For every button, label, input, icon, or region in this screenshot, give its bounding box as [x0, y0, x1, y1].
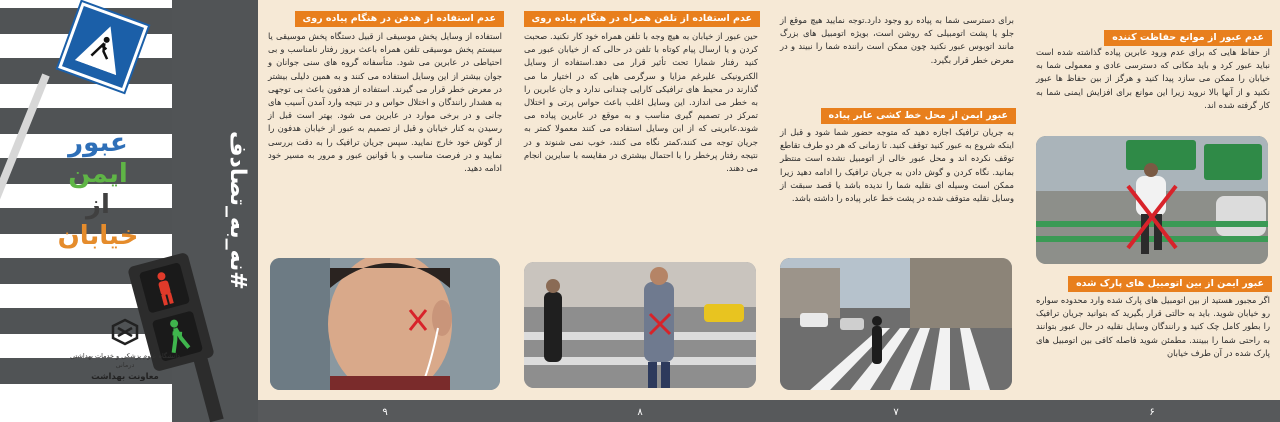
- panel-page-8: [512, 0, 768, 422]
- photo-man-climbing-barrier: [1036, 136, 1268, 264]
- page-number: ۹: [382, 407, 388, 418]
- logo-text: دانشگاه علوم پزشکی و خدمات بهداشتی درمانی: [70, 352, 180, 369]
- logo-emblem-icon: [110, 318, 140, 346]
- heading-zebra-crossing: عبور ایمن از محل خط کشی عابر پیاده: [821, 108, 1016, 124]
- body-mobile-phone: حین عبور از خیابان به هیچ وجه با تلفن همراه خود کار نکنید. صحبت کردن و یا ارسال پیام کوتاه با تلفن در حالی که از خیابان عبور می کنید رفتار شمارا تحت تأثیر قرار می دهد.استفاده از وسایل الکترونیکی علیرغم مزایا و سرگرمی هایی که در اختیار ما می گذارند در محیط های ترافیکی کارایی چندانی ندارد و جان عابرین را به خطر می اندازد. این وسایل اغلب باعث حواس پرتی و اختلال تمرکز در تصمیم گیری مناسب و به موقع در عابرین پیاده می شوند.عابرینی که از این وسایل استفاده می کنند معمولا کمتر به جریان توجه می کنند،کمتر نگاه می کنند، خوب نمی شنوند و در نتیجه رفتار پرخطر را با احتمال بیشتری در مقایسه با سایرین انجام می دهند.: [524, 31, 758, 174]
- cover-panel: [0, 0, 258, 422]
- panel-page-7: [768, 0, 1024, 422]
- cover-title-line-1: عبور: [68, 128, 128, 158]
- photo-man-with-earphones: [270, 258, 500, 390]
- body-barriers: از حفاظ هایی که برای عدم ورود عابرین پیاده گذاشته شده است نباید عبور کرد و باید مکانی که دسترسی عادی و معمولی شما به خیابان را ممکن می سازد پیدا کنید و هرگز از بین حفاظ ها عبور نکنید و از آنها بالا نروید زیرا این موانع برای افزایش ایمنی شما به کار گرفته شده اند.: [1036, 47, 1270, 110]
- body-headphones: استفاده از وسایل پخش موسیقی از قبیل دستگاه پخش موسیقی یا سیستم پخش موسیقی تلفن همراه باعث بروز رفتار نامناسب و بی احتیاطی در عابرین می شود. متأسفانه گروه های سنی جوانان و جوان بیشتر از این وسایل استفاده می کنند و به همین دلیلی بیشتر در معرض خطر قرار می گیرند. استفاده از هدفون باعث بی توجهی به هشدار رانندگان و اختلال حواس و در نتیجه وارد آمدن آسیب های جانی و در برخی موارد در عابرین می شود. بهتر است قبل از رسیدن به کنار خیابان و قبل از تصمیم به عبور از خیابان هدفون را از گوش خود خارج نمایید. سپس جریان ترافیک را به دقت بررسی نمایید و در فرصت مناسب و با قوانین عبور و مرور به مسیر خود ادامه دهید.: [268, 31, 502, 174]
- body-zebra-crossing: به جریان ترافیک اجازه دهید که متوجه حضور شما شود و قبل از اینکه شروع به عبور کنید توقف کنید. تا زمانی که هر دو طرف تقاطع توقف نکرده اند و محل عبور خالی از اتومبیل نشده است منتظر بمانید. نگاه کردن و گوش دادن به جریان ترافیک را ادامه دهید زیرا ممکن است وسیله ای نقلیه شما را ندیده باشد یا قصد سبقت از وسایل نقلیه متوقف شده در پشت خط عابر پیاده را داشته باشد.: [780, 127, 1014, 204]
- page-number: ۶: [1149, 407, 1155, 418]
- panel-page-9: [258, 0, 512, 422]
- ministry-logo: [70, 318, 180, 382]
- body-continued: برای دسترسی شما به پیاده رو وجود دارد.توجه نمایید هیچ موقع از جلو یا پشت اتومبیلی که روشن است، بویژه اتومبیل های بزرگ مانند اتوبوس عبور نکنید چون ممکن است راننده شما را نبیند و در معرض خطر قرار بگیرد.: [780, 15, 1014, 65]
- logo-subtitle: معاونت بهداشت: [91, 372, 159, 382]
- cover-title-line-2: ایمن: [68, 159, 128, 189]
- panel-page-6: [1024, 0, 1280, 422]
- photo-zebra-crossing-street: [780, 258, 1012, 390]
- page-number: ۸: [637, 407, 643, 418]
- heading-mobile-phone: عدم استفاده از تلفن همراه در هنگام پیاده روی: [524, 11, 761, 27]
- red-pedestrian-lamp-icon: [139, 262, 190, 313]
- cover-hashtag: #نه_به_تصادف: [225, 130, 250, 290]
- body-parked-cars: اگر مجبور هستید از بین اتومبیل های پارک شده وارد محدوده سواره رو خیابان شوید. باید به حالتی قرار بگیرید که بتوانید جریان ترافیک را بطور کامل چک کنید و رانندگان وسایل نقلیه در حال عبور بتوانند به راحتی شما را ببینند. مطمئن شوید فاصله کافی بین اتومبیل های پارک شده در آن طرف خیابان: [1036, 295, 1270, 358]
- cover-title-line-3: از: [86, 190, 110, 220]
- photo-man-texting-crosswalk: [524, 262, 756, 388]
- heading-parked-cars: عبور ایمن از بین اتومبیل های پارک شده: [1068, 276, 1272, 292]
- cover-title-line-4: خیابان: [57, 221, 139, 251]
- heading-headphones: عدم استفاده از هدفن در هنگام پیاده روی: [295, 11, 504, 27]
- heading-barriers: عدم عبور از موانع حفاظت کننده: [1104, 30, 1272, 46]
- cover-title: [38, 128, 158, 252]
- page-number: ۷: [893, 407, 899, 418]
